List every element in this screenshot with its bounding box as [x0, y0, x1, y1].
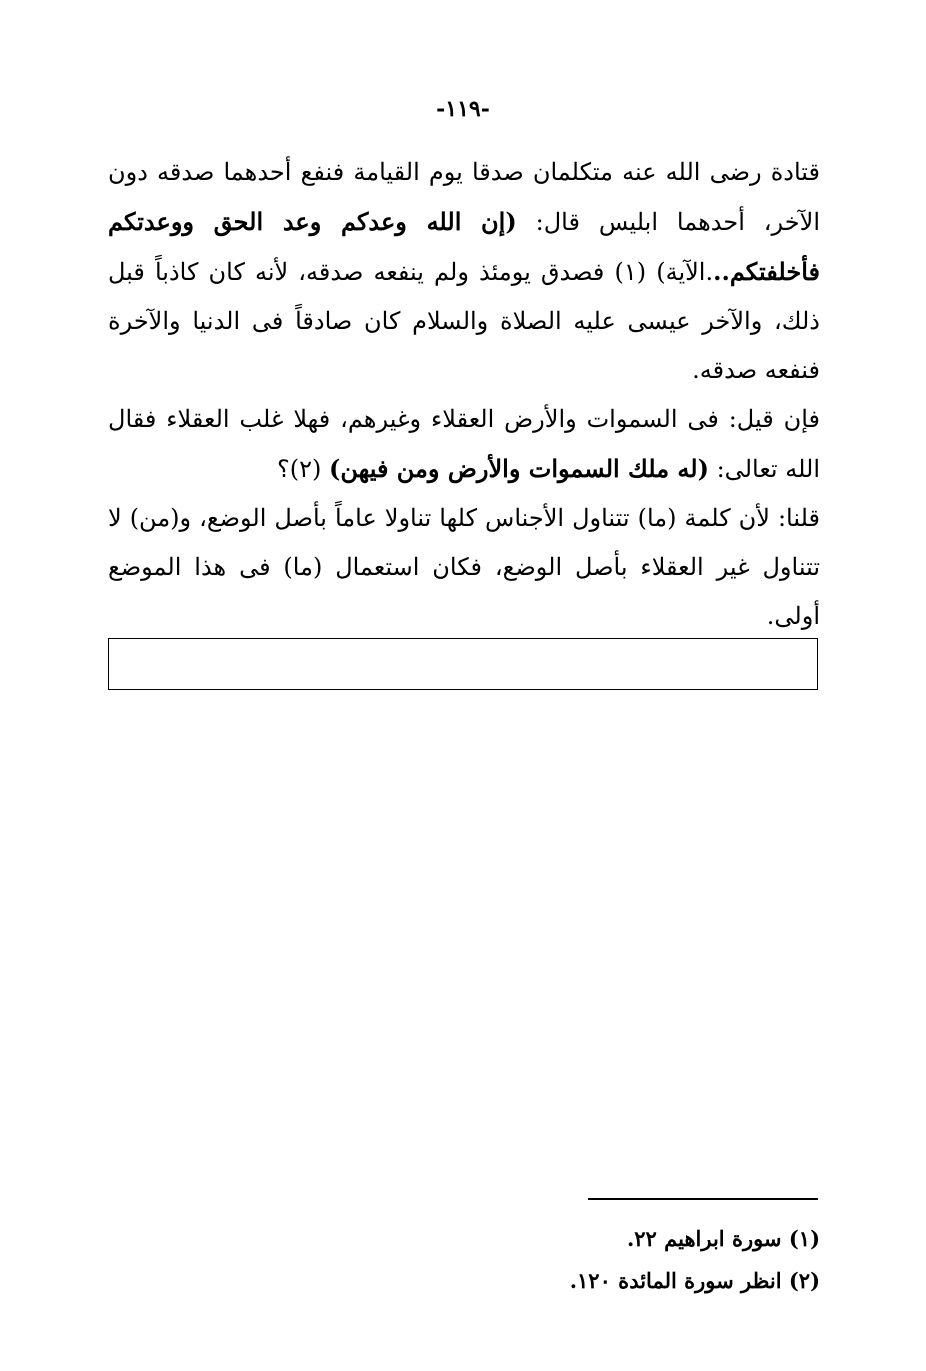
footnote-2: (٢) انظر سورة المائدة ١٢٠. [569, 1268, 820, 1293]
body-text [108, 148, 820, 641]
paragraph-2 [108, 395, 820, 494]
page-number: -١١٩- [436, 96, 490, 122]
footnote-1: (١) سورة ابراهيم ٢٢. [626, 1226, 820, 1251]
paragraph-1 [108, 148, 820, 395]
empty-box [108, 638, 818, 690]
footnote-rule [588, 1198, 818, 1200]
paragraph-1-text-a: قتادة رضى الله عنه متكلمان صدقا يوم القيامة فنفع أحدهما صدقه دون الآخر، أحدهما ابليس قال: [108, 158, 820, 236]
paragraph-2-text-a: فإن قيل: فى السموات والأرض العقلاء وغيرهم، فهلا غلب العقلاء فقال الله تعالى: [108, 405, 820, 483]
paragraph-2-text-b: (٢)؟ [277, 455, 330, 483]
quran-verse-2: (له ملك السموات والأرض ومن فيهن) [329, 454, 709, 483]
quran-verse-1: (إن الله وعدكم وعد الحق ووعدتكم فأخلفتكم.. [108, 207, 820, 286]
paragraph-1-text-b: .الآية) (١) فصدق يومئذ ولم ينفعه صدقه، لأنه كان كاذباً قبل ذلك، والآخر عيسى عليه الصلاة والسلام كان صادقاً فى الدنيا والآخرة فنفعه صدقه. [108, 258, 820, 384]
footnotes [108, 1218, 820, 1302]
paragraph-3: قلنا: لأن كلمة (ما) تتناول الأجناس كلها تناولا عاماً بأصل الوضع، و(من) لا تتناول غير العقلاء بأصل الوضع، فكان استعمال (ما) فى هذا الموضع أولى. [108, 504, 820, 630]
